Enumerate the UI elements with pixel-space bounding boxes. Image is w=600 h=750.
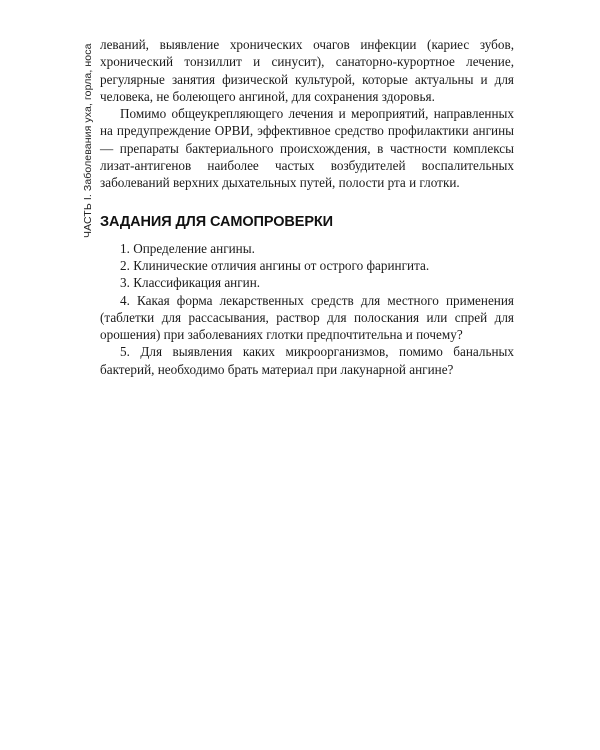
running-header-text: ЧАСТЬ I. Заболевания уха, горла, носа — [82, 43, 94, 238]
self-check-question: 5. Для выявления каких микроорганизмов, помимо банальных бактерий, необходимо брать материал при лакунарной ангине? — [100, 344, 514, 377]
self-check-question: 3. Классификация ангин. — [120, 275, 261, 291]
self-check-question: 1. Определение ангины. — [120, 240, 255, 256]
body-paragraph-continued: левaний, выявление хронических очагов инфекции (кариес зубов, хронический тонзиллит и синусит), санаторно-курортное лечение, регулярные занятия физической культурой, которые актуальны и для человека, не болеющего ангиной, для сохранения здоровья. — [100, 37, 514, 104]
page-content — [100, 36, 514, 378]
self-check-question: 4. Какая форма лекарственных средств для местного применения (таблетки для рассасывания, раствор для полоскания или спрей для орошения) при заболеваниях глотки предпочтительна и почему? — [100, 292, 514, 343]
self-check-heading: ЗАДАНИЯ ДЛЯ САМОПРОВЕРКИ — [100, 213, 333, 230]
body-paragraph-prevention: Помимо общеукрепляющего лечения и мероприятий, направленных на предупреждение ОРВИ, эффективное средство профилактики ангины — препараты бактериального происхождения, в частности комплексы лизат-антигенов наиболее частых возбудителей воспалительных заболеваний верхних дыхательных путей, полости рта и глотки. — [100, 106, 514, 191]
self-check-question-list — [100, 240, 514, 378]
self-check-question: 2. Клинические отличия ангины от острого фарингита. — [120, 257, 430, 273]
